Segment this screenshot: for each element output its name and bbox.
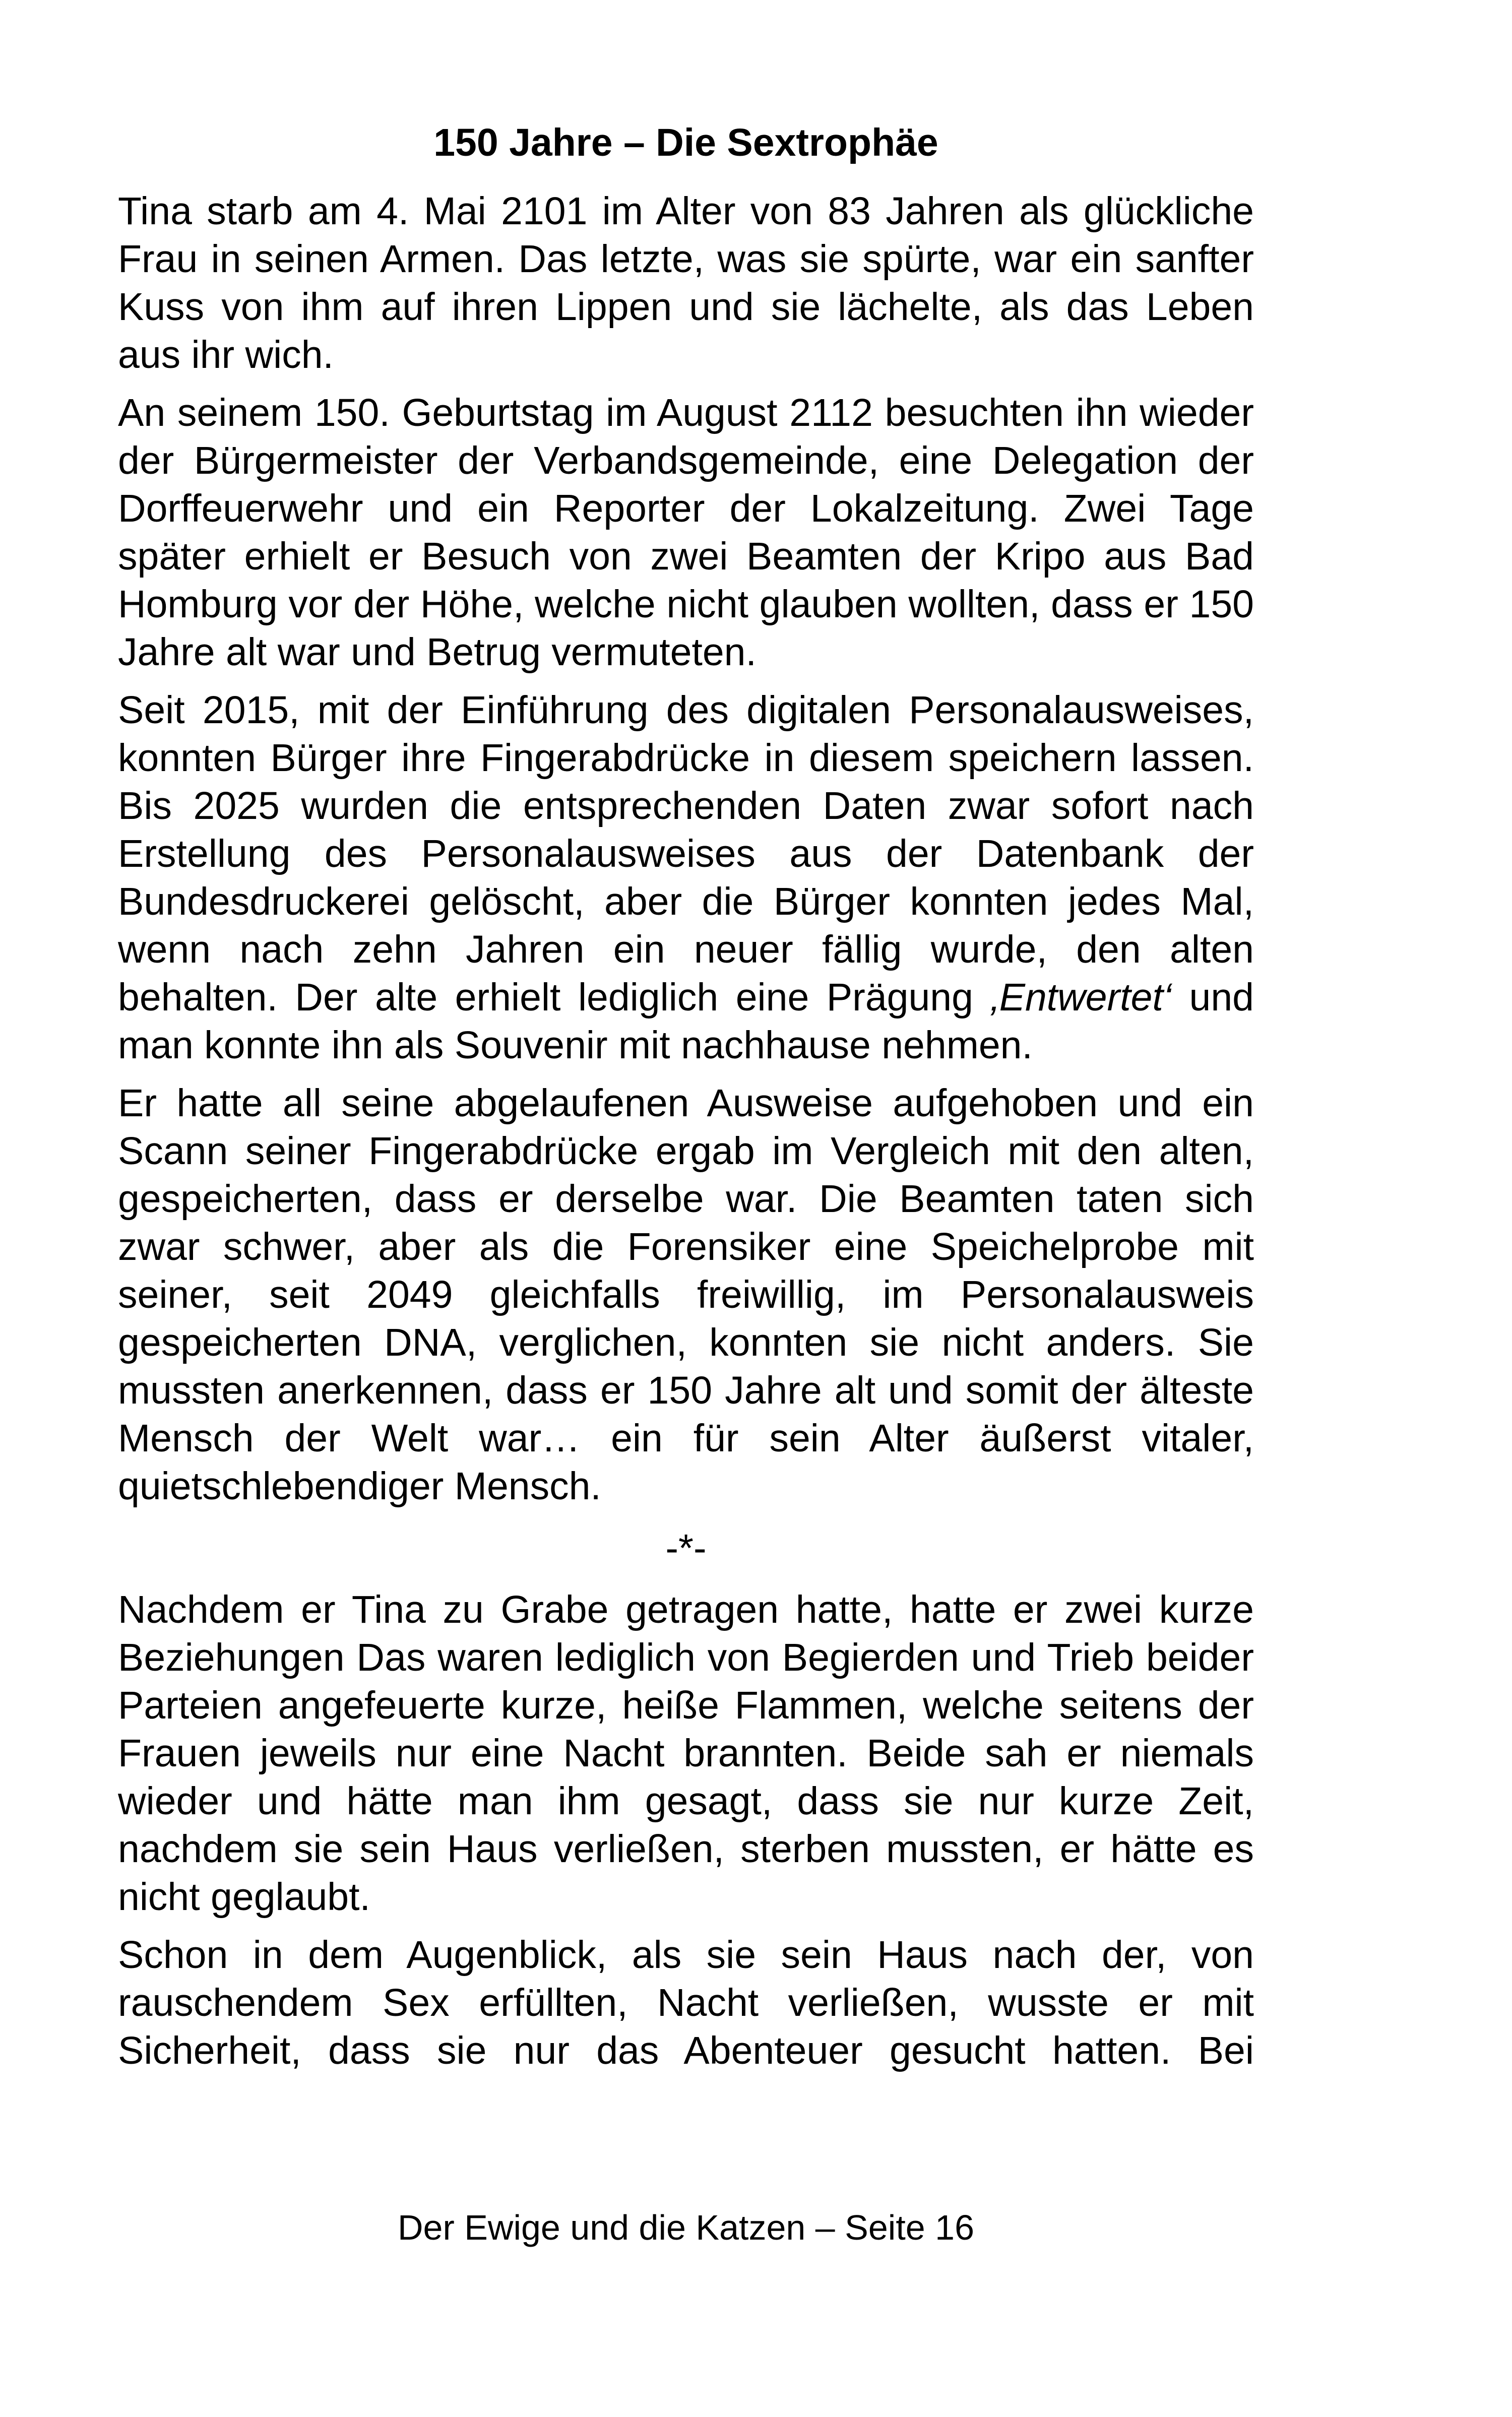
paragraph-3-text-after: und man konnte ihn als Souvenir mit nachhause nehmen. [118,976,1254,1067]
paragraph-1: Tina starb am 4. Mai 2101 im Alter von 83 Jahren als glückliche Frau in seinen Armen. Das letzte, was sie spürte, war ein sanfter Kuss von ihm auf ihren Lippen und sie lächelte, als das Leben aus ihr wich. [118,189,1254,376]
chapter-title: 150 Jahre – Die Sextrophäe [433,121,938,164]
section-separator: -*- [665,1526,707,1570]
paragraph-4: Er hatte all seine abgelaufenen Ausweise aufgehoben und ein Scann seiner Fingerabdrücke ergab im Vergleich mit den alten, gespeicherten, dass er derselbe war. Die Beamten taten sich zwar schwer, aber als die Forensiker eine Speichelprobe mit seiner, seit 2049 gleichfalls freiwillig, im Personalausweis gespeicherten DNA, verglichen, konnten sie nicht anders. Sie mussten anerkennen, dass er 150 Jahre alt und somit der älteste Mensch der Welt war… ein für sein Alter äußerst vitaler, quietschlebendiger Mensch. [118,1082,1254,1508]
body-text [118,187,1254,2075]
paragraph-3 [118,686,1254,1069]
emphasis-entwertet: ‚Entwertet‘ [990,976,1172,1019]
paragraph-3-text-before: Seit 2015, mit der Einführung des digitalen Personalausweises, konnten Bürger ihre Fingerabdrücke in diesem speichern lassen. Bis 2025 wurden die entsprechenden Daten zwar sofort nach Erstellung des Personalausweises aus der Datenbank der Bundesdruckerei gelöscht, aber die Bürger konnten jedes Mal, wenn nach zehn Jahren ein neuer fällig wurde, den alten behalten. Der alte erhielt lediglich eine Prägung [118,688,1254,1019]
paragraph-2: An seinem 150. Geburtstag im August 2112 besuchten ihn wieder der Bürgermeister der Verbandsgemeinde, eine Delegation der Dorffeuerwehr und ein Reporter der Lokalzeitung. Zwei Tage später erhielt er Besuch von zwei Beamten der Kripo aus Bad Homburg vor der Höhe, welche nicht glauben wollten, dass er 150 Jahre alt war und Betrug vermuteten. [118,391,1254,674]
paragraph-5: Nachdem er Tina zu Grabe getragen hatte, hatte er zwei kurze Beziehungen Das waren lediglich von Begierden und Trieb beider Parteien angefeuerte kurze, heiße Flammen, welche seitens der Frauen jeweils nur eine Nacht brannten. Beide sah er niemals wieder und hätte man ihm gesagt, dass sie nur kurze Zeit, nachdem sie sein Haus verließen, sterben mussten, er hätte es nicht geglaubt. [118,1588,1254,1919]
page-footer: Der Ewige und die Katzen – Seite 16 [397,2208,975,2247]
paragraph-6: Schon in dem Augenblick, als sie sein Haus nach der, von rauschendem Sex erfüllten, Nacht verließen, wusste er mit Sicherheit, dass sie nur das Abenteuer gesucht hatten. Bei [118,1933,1254,2072]
